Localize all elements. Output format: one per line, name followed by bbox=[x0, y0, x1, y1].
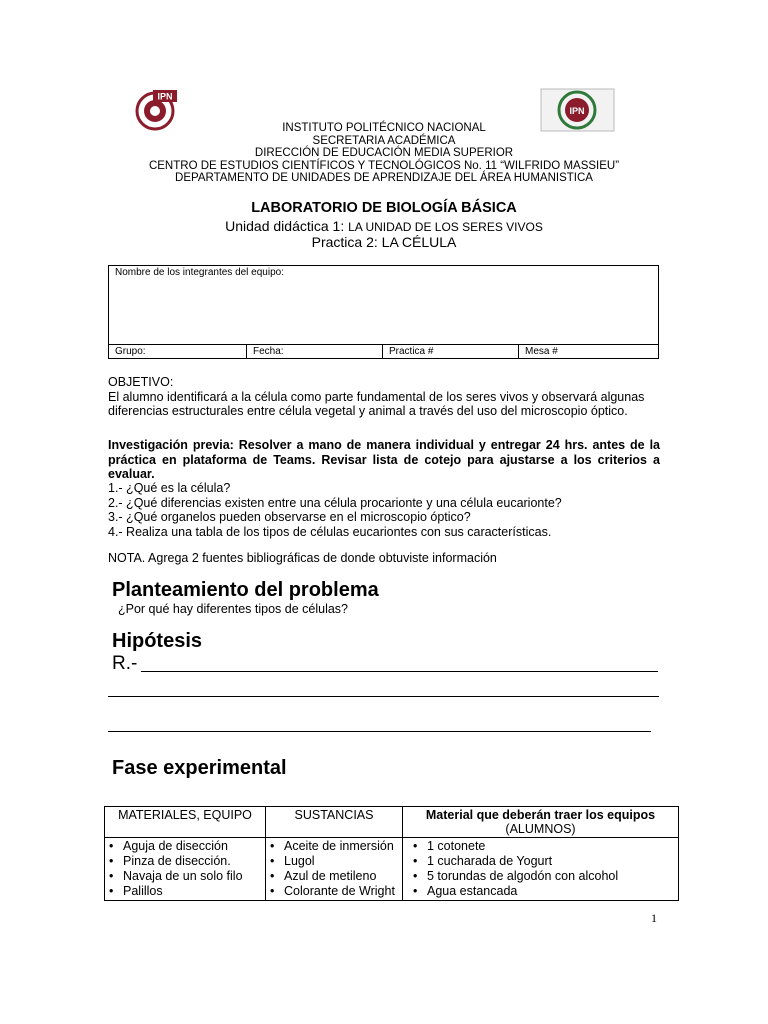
cecyt-logo-right-text: IPN bbox=[569, 106, 585, 116]
unit-name: LA UNIDAD DE LOS SERES VIVOS bbox=[348, 220, 543, 234]
hypothesis-line-1[interactable] bbox=[141, 671, 658, 672]
practice-title: Practica 2: LA CÉLULA bbox=[311, 234, 457, 250]
team-info-table bbox=[108, 265, 659, 359]
list-item: • Colorante de Wright bbox=[270, 884, 398, 899]
hypothesis-line-2[interactable] bbox=[108, 696, 659, 697]
institution-line: DEPARTAMENTO DE UNIDADES DE APRENDIZAJE DEL ÁREA HUMANISTICA bbox=[175, 172, 593, 184]
institution-line: CENTRO DE ESTUDIOS CIENTÍFICOS Y TECNOLÓGICOS No. 11 “WILFRIDO MASSIEU” bbox=[148, 159, 620, 172]
research-note: NOTA. Agrega 2 fuentes bibliográficas de donde obtuviste información bbox=[108, 551, 497, 565]
problem-question: ¿Por qué hay diferentes tipos de células? bbox=[118, 602, 348, 616]
list-item: • Lugol bbox=[270, 854, 398, 869]
table-number-field[interactable]: Mesa # bbox=[519, 345, 659, 359]
students-header-title: Material que deberán traer los equipos bbox=[425, 808, 656, 822]
institution-line: DIRECCIÓN DE EDUCACIÓN MEDIA SUPERIOR bbox=[254, 147, 514, 159]
team-members-cell[interactable] bbox=[109, 266, 659, 345]
substances-cell bbox=[266, 838, 403, 901]
lab-title: LABORATORIO DE BIOLOGÍA BÁSICA bbox=[251, 200, 517, 216]
date-field[interactable]: Fecha: bbox=[247, 345, 383, 359]
materials-cell bbox=[105, 838, 266, 901]
page-number: 1 bbox=[651, 911, 657, 925]
list-item: • Aceite de inmersión bbox=[270, 839, 398, 854]
practice-number-field[interactable]: Practica # bbox=[383, 345, 519, 359]
list-item: • Navaja de un solo filo bbox=[109, 869, 261, 884]
research-question: 2.- ¿Qué diferencias existen entre una célula procarionte y una célula eucarionte? bbox=[108, 495, 562, 510]
unit-prefix: Unidad didáctica 1: bbox=[225, 218, 349, 234]
research-intro: Investigación previa: Resolver a mano de manera individual y entregar 24 hrs. antes de la práctica en plataforma de Teams. Revisar lista de cotejo para ajustarse a los criterios a evaluar. bbox=[108, 438, 660, 481]
hypothesis-heading: Hipótesis bbox=[112, 630, 203, 652]
hypothesis-line-3[interactable] bbox=[108, 731, 651, 732]
materials-table bbox=[104, 806, 679, 901]
list-item: • 1 cotonete bbox=[413, 839, 674, 854]
list-item: • Azul de metileno bbox=[270, 869, 398, 884]
team-members-label: Nombre de los integrantes del equipo: bbox=[115, 267, 284, 278]
hypothesis-answer-prefix: R.- bbox=[112, 653, 138, 674]
list-item: • Pinza de disección. bbox=[109, 854, 261, 869]
research-question: 1.- ¿Qué es la célula? bbox=[108, 481, 231, 495]
objective-text: El alumno identificará a la célula como parte fundamental de los seres vivos y observará algunas diferencias estructurales entre célula vegetal y animal a través del uso del microscopio óptico. bbox=[108, 389, 645, 418]
research-section bbox=[108, 438, 660, 539]
objective-label: OBJETIVO: bbox=[108, 375, 174, 389]
research-question: 4.- Realiza una tabla de los tipos de células eucariontes con sus características. bbox=[108, 524, 552, 539]
substances-header: SUSTANCIAS bbox=[266, 807, 403, 838]
objective-section bbox=[108, 375, 663, 419]
list-item: • Palillos bbox=[109, 884, 261, 899]
institution-line: INSTITUTO POLITÉCNICO NACIONAL bbox=[282, 122, 486, 134]
experimental-heading: Fase experimental bbox=[112, 757, 287, 779]
students-header-subtitle: (ALUMNOS) bbox=[505, 822, 576, 836]
student-items-cell bbox=[403, 838, 679, 901]
list-item: • Agua estancada bbox=[413, 884, 674, 899]
unit-title bbox=[0, 218, 768, 234]
list-item: • 5 torundas de algodón con alcohol bbox=[413, 869, 674, 884]
list-item: • Aguja de disección bbox=[109, 839, 261, 854]
institution-header bbox=[0, 122, 768, 185]
materials-header: MATERIALES, EQUIPO bbox=[105, 807, 266, 838]
research-question: 3.- ¿Qué organelos pueden observarse en el microscopio óptico? bbox=[108, 510, 471, 524]
students-header bbox=[403, 807, 679, 838]
problem-heading: Planteamiento del problema bbox=[112, 579, 379, 601]
list-item: • 1 cucharada de Yogurt bbox=[413, 854, 674, 869]
group-field[interactable]: Grupo: bbox=[109, 345, 247, 359]
institution-line: SECRETARIA ACADÉMICA bbox=[312, 134, 456, 147]
ipn-logo-left-text: IPN bbox=[157, 91, 173, 102]
